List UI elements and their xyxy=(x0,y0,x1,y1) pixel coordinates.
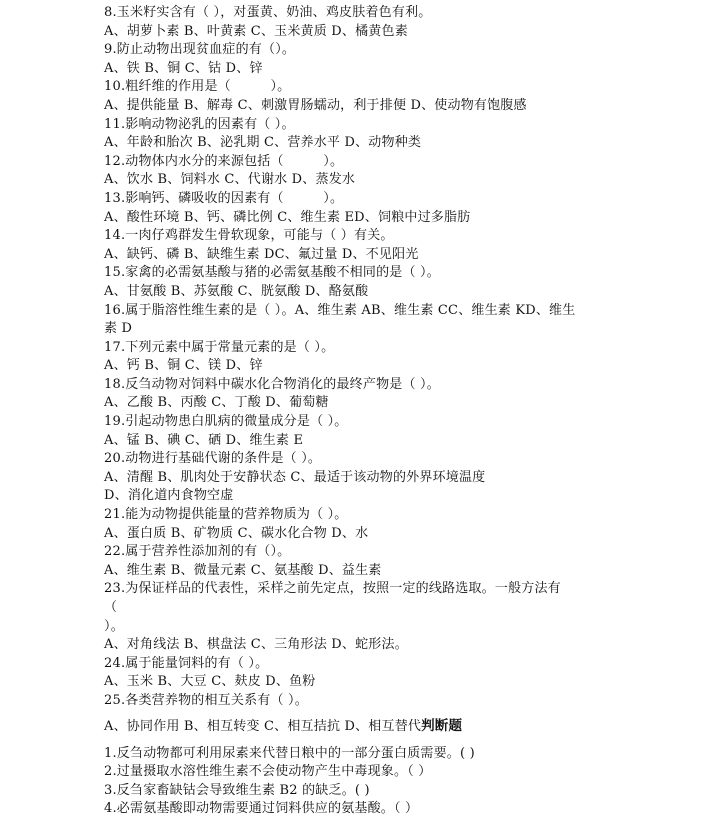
question-text: 9.防止动物出现贫血症的有（）。 xyxy=(104,42,296,58)
question-text: 15.家禽的必需氨基酸与猪的必需氨基酸不相同的是（ ）。 xyxy=(104,265,440,281)
question-options: 素 D xyxy=(104,321,133,337)
question-options: A、钙 B、铜 C、镁 D、锌 xyxy=(104,358,263,374)
question-text: 16.属于脂溶性维生素的是（ ）。A、维生素 AB、维生素 CC、维生素 KD、维生 xyxy=(104,302,576,318)
question-options: A、锰 B、碘 C、硒 D、维生素 E xyxy=(104,432,304,448)
question-options: A、胡萝卜素 B、叶黄素 C、玉米黄质 D、橘黄色素 xyxy=(104,23,408,39)
question-options: A、清醒 B、肌肉处于安静状态 C、最适于该动物的外界环境温度 xyxy=(104,469,486,485)
question-options: A、对角线法 B、棋盘法 C、三角形法 D、蛇形法。 xyxy=(104,637,408,653)
question-text: 14.一肉仔鸡群发生骨软现象，可能与（ ）有关。 xyxy=(104,228,394,244)
question-options: A、饮水 B、饲料水 C、代谢水 D、蒸发水 xyxy=(104,172,356,188)
multiple-choice-list xyxy=(104,4,710,711)
question-options: A、维生素 B、微量元素 C、氨基酸 D、益生素 xyxy=(104,562,382,578)
question-text: 11.影响动物泌乳的因素有（ ）。 xyxy=(104,116,295,132)
question-text: 25.各类营养物的相互关系有（ ）。 xyxy=(104,692,308,708)
section-transition-line xyxy=(104,711,710,741)
question-text: 21.能为动物提供能量的营养物质为（ ）。 xyxy=(104,507,348,523)
question-options: A、提供能量 B、解毒 C、刺激胃肠蠕动，利于排便 D、使动物有饱腹感 xyxy=(104,97,527,113)
question-text: 18.反刍动物对饲料中碳水化合物消化的最终产物是（ ）。 xyxy=(104,376,440,392)
judgment-question: 4.必需氨基酸即动物需要通过饲料供应的氨基酸。（ ） xyxy=(104,801,419,817)
question-options: A、蛋白质 B、矿物质 C、碳水化合物 D、水 xyxy=(104,525,369,541)
question-options: A、年龄和胎次 B、泌乳期 C、营养水平 D、动物种类 xyxy=(104,135,422,151)
judgment-question: 3.反刍家畜缺钴会导致维生素 B2 的缺乏。( ) xyxy=(104,782,370,798)
question-text: 24.属于能量饲料的有（ ）。 xyxy=(104,655,269,671)
question-options: A、玉米 B、大豆 C、麸皮 D、鱼粉 xyxy=(104,674,316,690)
question-options: A、甘氨酸 B、苏氨酸 C、胱氨酸 D、酪氨酸 xyxy=(104,283,369,299)
question-text: 10.粗纤维的作用是（ ）。 xyxy=(104,79,291,95)
question-options: （ xyxy=(104,600,118,615)
judgment-question: 2.过量摄取水溶性维生素不会使动物产生中毒现象。（ ） xyxy=(104,764,432,780)
judgment-question: 1.反刍动物都可利用尿素来代替日粮中的一部分蛋白质需要。( ) xyxy=(104,745,475,761)
question-text: 23.为保证样品的代表性，采样之前先定点，按照一定的线路选取。一般方法有 xyxy=(104,581,561,597)
question-options: A、缺钙、磷 B、缺维生素 DC、氟过量 D、不见阳光 xyxy=(104,246,419,262)
question-text: 8.玉米籽实含有（ ），对蛋黄、奶油、鸡皮肤着色有利。 xyxy=(104,5,432,20)
question-text: 20.动物进行基础代谢的条件是（ ）。 xyxy=(104,451,322,467)
question-options: A、铁 B、铜 C、钴 D、锌 xyxy=(104,60,263,76)
question-text: 17.下列元素中属于常量元素的是（ ）。 xyxy=(104,339,335,355)
question-text: 12.动物体内水分的来源包括（ ）。 xyxy=(104,153,344,169)
question-options: D、消化道内食物空虚 xyxy=(104,488,234,504)
question-text: 22.属于营养性添加剂的有（）。 xyxy=(104,544,291,560)
question-options: A、乙酸 B、丙酸 C、丁酸 D、葡萄糖 xyxy=(104,395,329,411)
question-options: ）。 xyxy=(104,618,124,634)
question-text: 19.引起动物患白肌病的微量成分是（ ）。 xyxy=(104,414,348,430)
section-heading-judgment: 判断题 xyxy=(421,717,463,734)
question-25-options: A、协同作用 B、相互转变 C、相互拮抗 D、相互替代 xyxy=(104,718,422,734)
question-options: A、酸性环境 B、钙、磷比例 C、维生素 ED、饲粮中过多脂肪 xyxy=(104,209,471,225)
question-text: 13.影响钙、磷吸收的因素有（ ）。 xyxy=(104,190,344,206)
judgment-question-list xyxy=(104,745,710,819)
